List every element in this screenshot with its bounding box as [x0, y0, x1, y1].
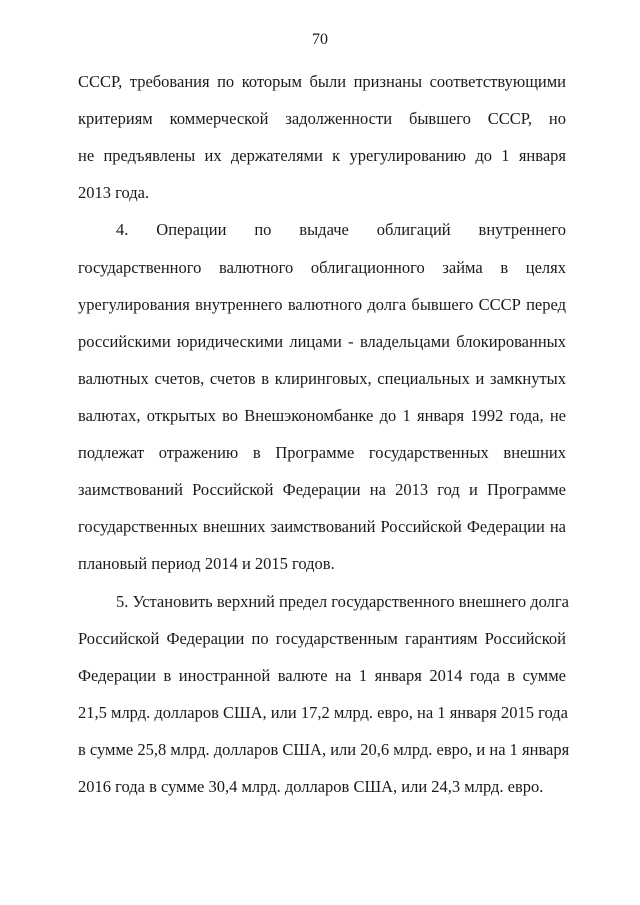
text-line: заимствований Российской Федерации на 2013 год и Программе — [78, 480, 566, 499]
text-line: 2013 года. — [78, 183, 150, 202]
text-line: валютах, открытых во Внешэкономбанке до 1 января 1992 года, не — [78, 406, 566, 425]
text-line: критериям коммерческой задолженности бывшего СССР, но — [78, 109, 566, 128]
text-line: 21,5 млрд. долларов США, или 17,2 млрд. евро, на 1 января 2015 года — [78, 703, 568, 722]
text-line: в сумме 25,8 млрд. долларов США, или 20,6 млрд. евро, и на 1 января — [78, 740, 570, 759]
text-line: государственного валютного облигационного займа в целях — [78, 258, 566, 277]
text-line: 5. Установить верхний предел государственного внешнего долга — [116, 592, 570, 611]
page-number: 70 — [312, 31, 328, 48]
text-line: 4. Операции по выдаче облигаций внутреннего — [116, 220, 566, 239]
text-line: российскими юридическими лицами - владельцами блокированных — [78, 332, 566, 351]
text-line: 2016 года в сумме 30,4 млрд. долларов США, или 24,3 млрд. евро. — [78, 777, 544, 796]
text-line: не предъявлены их держателями к урегулированию до 1 января — [78, 146, 566, 165]
text-line: урегулирования внутреннего валютного долга бывшего СССР перед — [78, 295, 566, 314]
text-line: СССР, требования по которым были признаны соответствующими — [78, 72, 566, 91]
text-line: подлежат отражению в Программе государственных внешних — [78, 443, 566, 462]
text-line: Российской Федерации по государственным гарантиям Российской — [78, 629, 566, 648]
text-line: плановый период 2014 и 2015 годов. — [78, 554, 335, 573]
text-line: государственных внешних заимствований Российской Федерации на — [78, 517, 566, 536]
text-line: Федерации в иностранной валюте на 1 января 2014 года в сумме — [78, 666, 566, 685]
text-line: валютных счетов, счетов в клиринговых, специальных и замкнутых — [78, 369, 566, 388]
